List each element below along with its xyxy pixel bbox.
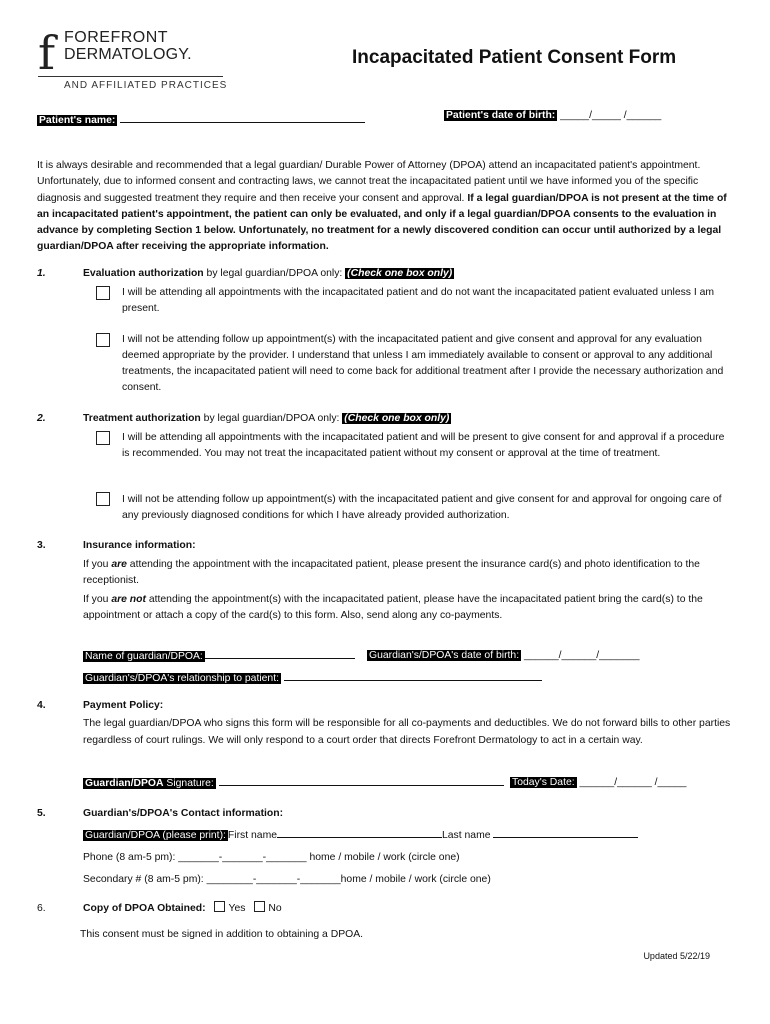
section3-p1-pre: If you: [83, 559, 112, 570]
patient-dob-label: Patient's date of birth:: [446, 110, 556, 121]
signature-label-bold: Guardian/DPOA: [85, 778, 164, 789]
section1-option1-checkbox[interactable]: [96, 286, 110, 300]
section4-text: The legal guardian/DPOA who signs this form will be responsible for all co-payments and deductibles. We do not forward bills to other parties regardless of court rulings. We will only respond to a court order that directs Forefront Dermatology to act in a certain way.: [83, 718, 731, 746]
last-name-field[interactable]: [493, 827, 638, 838]
section2-option1-text: I will be attending all appointments with the incapacitated patient and will be present to give consent for and approval if a procedure is recommended. You may not treat the incapacitated patient without my consent or approval at the time of treatment.: [122, 432, 725, 459]
section3-paragraph1: [83, 557, 733, 589]
section1-suffix: by legal guardian/DPOA only:: [203, 268, 346, 279]
patient-dob-row: [444, 108, 661, 124]
signature-field[interactable]: [219, 775, 504, 786]
logo-line1: FOREFRONT: [64, 29, 169, 46]
secondary-phone-types: home / mobile / work (circle one): [340, 874, 491, 885]
section3-p1-emphasis: are: [111, 559, 127, 570]
intro-text: It is always desirable and recommended that a legal guardian/ Durable Power of Attorney (DPOA) attend an incapacitated patient's appointment. Unfortunately, due to informed consent and contracting laws, we cannot treat the incapacitated patient until we have informed you of the specific diagnosis and suggested treatment they require and then receive your consent and approval.: [37, 160, 701, 204]
signature-row: [83, 775, 504, 792]
section2-option2-checkbox[interactable]: [96, 492, 110, 506]
patient-name-field[interactable]: [120, 112, 365, 123]
section2-instruction: (Check one box only): [344, 413, 450, 424]
last-name-label: Last name: [442, 830, 491, 841]
secondary-phone-field[interactable]: ________-_______-_______: [206, 874, 341, 885]
phone-types: home / mobile / work (circle one): [306, 852, 460, 863]
section1-number: 1.: [37, 268, 46, 279]
first-name-field[interactable]: [277, 827, 442, 838]
section2-number: 2.: [37, 413, 46, 424]
today-date-row: [510, 775, 686, 791]
form-title: Incapacitated Patient Consent Form: [352, 47, 677, 68]
guardian-dob-row: [367, 648, 640, 664]
section1-title: Evaluation authorization: [83, 268, 204, 279]
patient-name-row: [37, 112, 365, 129]
phone-field[interactable]: _______-_______-_______: [178, 852, 307, 863]
guardian-print-label: Guardian/DPOA (please print):: [85, 830, 226, 841]
section2-suffix: by legal guardian/DPOA only:: [200, 413, 343, 424]
section3-paragraph2: [83, 592, 733, 624]
guardian-name-label: Name of guardian/DPOA:: [85, 651, 203, 662]
dpoa-obtained-label: Copy of DPOA Obtained:: [83, 903, 206, 914]
patient-name-label: Patient's name:: [39, 115, 116, 126]
section1-instruction: (Check one box only): [347, 268, 453, 279]
first-name-label: First name: [227, 830, 277, 841]
relationship-label: Guardian's/DPOA's relationship to patient:: [85, 673, 279, 684]
logo-line2: DERMATOLOGY.: [64, 46, 192, 63]
relationship-row: [83, 670, 542, 687]
phone-row: [83, 850, 460, 866]
section3-title: Insurance information:: [83, 540, 196, 551]
guardian-name-field[interactable]: [205, 648, 355, 659]
patient-dob-field[interactable]: _____/_____ /______: [560, 110, 662, 121]
logo-subtitle: AND AFFILIATED PRACTICES: [64, 80, 228, 91]
section3-p2-post: attending the appointment(s) with the incapacitated patient, please have the incapacitated patient bring the card(s) to the appointment or attach a copy of the card(s) to this form. Also, send along any co-payments.: [83, 594, 703, 621]
section1-option2-checkbox[interactable]: [96, 333, 110, 347]
guardian-print-row: [83, 827, 638, 844]
section3-number: 3.: [37, 540, 46, 551]
secondary-phone-label: Secondary # (8 am-5 pm):: [83, 874, 207, 885]
relationship-field[interactable]: [284, 670, 542, 681]
section1-option1-text: I will be attending all appointments with the incapacitated patient and do not want the incapacitated patient evaluated unless I am present.: [122, 287, 715, 314]
dpoa-obtained-row: [83, 901, 282, 917]
dpoa-no-checkbox[interactable]: [254, 901, 265, 912]
dpoa-no-label: No: [268, 903, 282, 914]
logo-mark-icon: f: [38, 26, 56, 80]
signature-label: [83, 778, 216, 789]
section5-number: 5.: [37, 808, 46, 819]
intro-bold-text: If a legal guardian/DPOA is not present at the time of an incapacitated patient's appointment, the patient can only be evaluated, and only if a legal guardian/DPOA consents to the evaluation in advance by completing Section 1 below. Unfortunately, no treatment for a newly discovered condition can occur until authorized by a legal guardian/DPOA after receiving the appropriate information.: [37, 192, 727, 253]
section3-p1-post: attending the appointment with the incapacitated patient, please present the insurance card(s) and photo identification to the receptionist.: [83, 559, 700, 586]
updated-date: Updated 5/22/19: [643, 951, 710, 961]
section2-title: Treatment authorization: [83, 413, 201, 424]
forefront-logo: [38, 28, 228, 92]
section1-option2-text: I will not be attending follow up appointment(s) with the incapacitated patient and give consent and approval for any evaluation deemed appropriate by the provider. I understand that unless I am immediately available to consent or approval to any additional treatments, the incapacitated patient will need to come back for additional treatment after I provide the necessary authorization and consent.: [122, 334, 724, 393]
today-date-field[interactable]: ______/______ /_____: [579, 777, 687, 788]
guardian-name-row: [83, 648, 355, 665]
section3-p2-emphasis: are not: [111, 594, 146, 605]
closing-note: This consent must be signed in addition to obtaining a DPOA.: [80, 929, 364, 940]
section5-title: Guardian's/DPOA's Contact information:: [83, 808, 284, 819]
today-date-label: Today's Date:: [512, 777, 575, 788]
guardian-dob-label: Guardian's/DPOA's date of birth:: [369, 650, 520, 661]
section4-title: Payment Policy:: [83, 700, 164, 711]
section2-heading: [83, 411, 451, 427]
section4-number: 4.: [37, 700, 46, 711]
dpoa-yes-label: Yes: [228, 903, 246, 914]
logo-divider: [38, 76, 223, 77]
phone-label: Phone (8 am-5 pm):: [83, 852, 179, 863]
section2-option2-text: I will not be attending follow up appointment(s) with the incapacitated patient and give consent for and approval for ongoing care of any previously diagnosed conditions for which I have already provided authorization.: [122, 494, 722, 521]
guardian-dob-field[interactable]: ______/______/_______: [523, 650, 640, 661]
signature-label-rest: Signature:: [163, 778, 214, 789]
section2-option1-checkbox[interactable]: [96, 431, 110, 445]
section3-p2-pre: If you: [83, 594, 112, 605]
dpoa-yes-checkbox[interactable]: [214, 901, 225, 912]
section6-number: 6.: [37, 903, 46, 914]
intro-paragraph: [37, 158, 729, 256]
secondary-phone-row: [83, 872, 491, 888]
section1-heading: [83, 266, 454, 282]
